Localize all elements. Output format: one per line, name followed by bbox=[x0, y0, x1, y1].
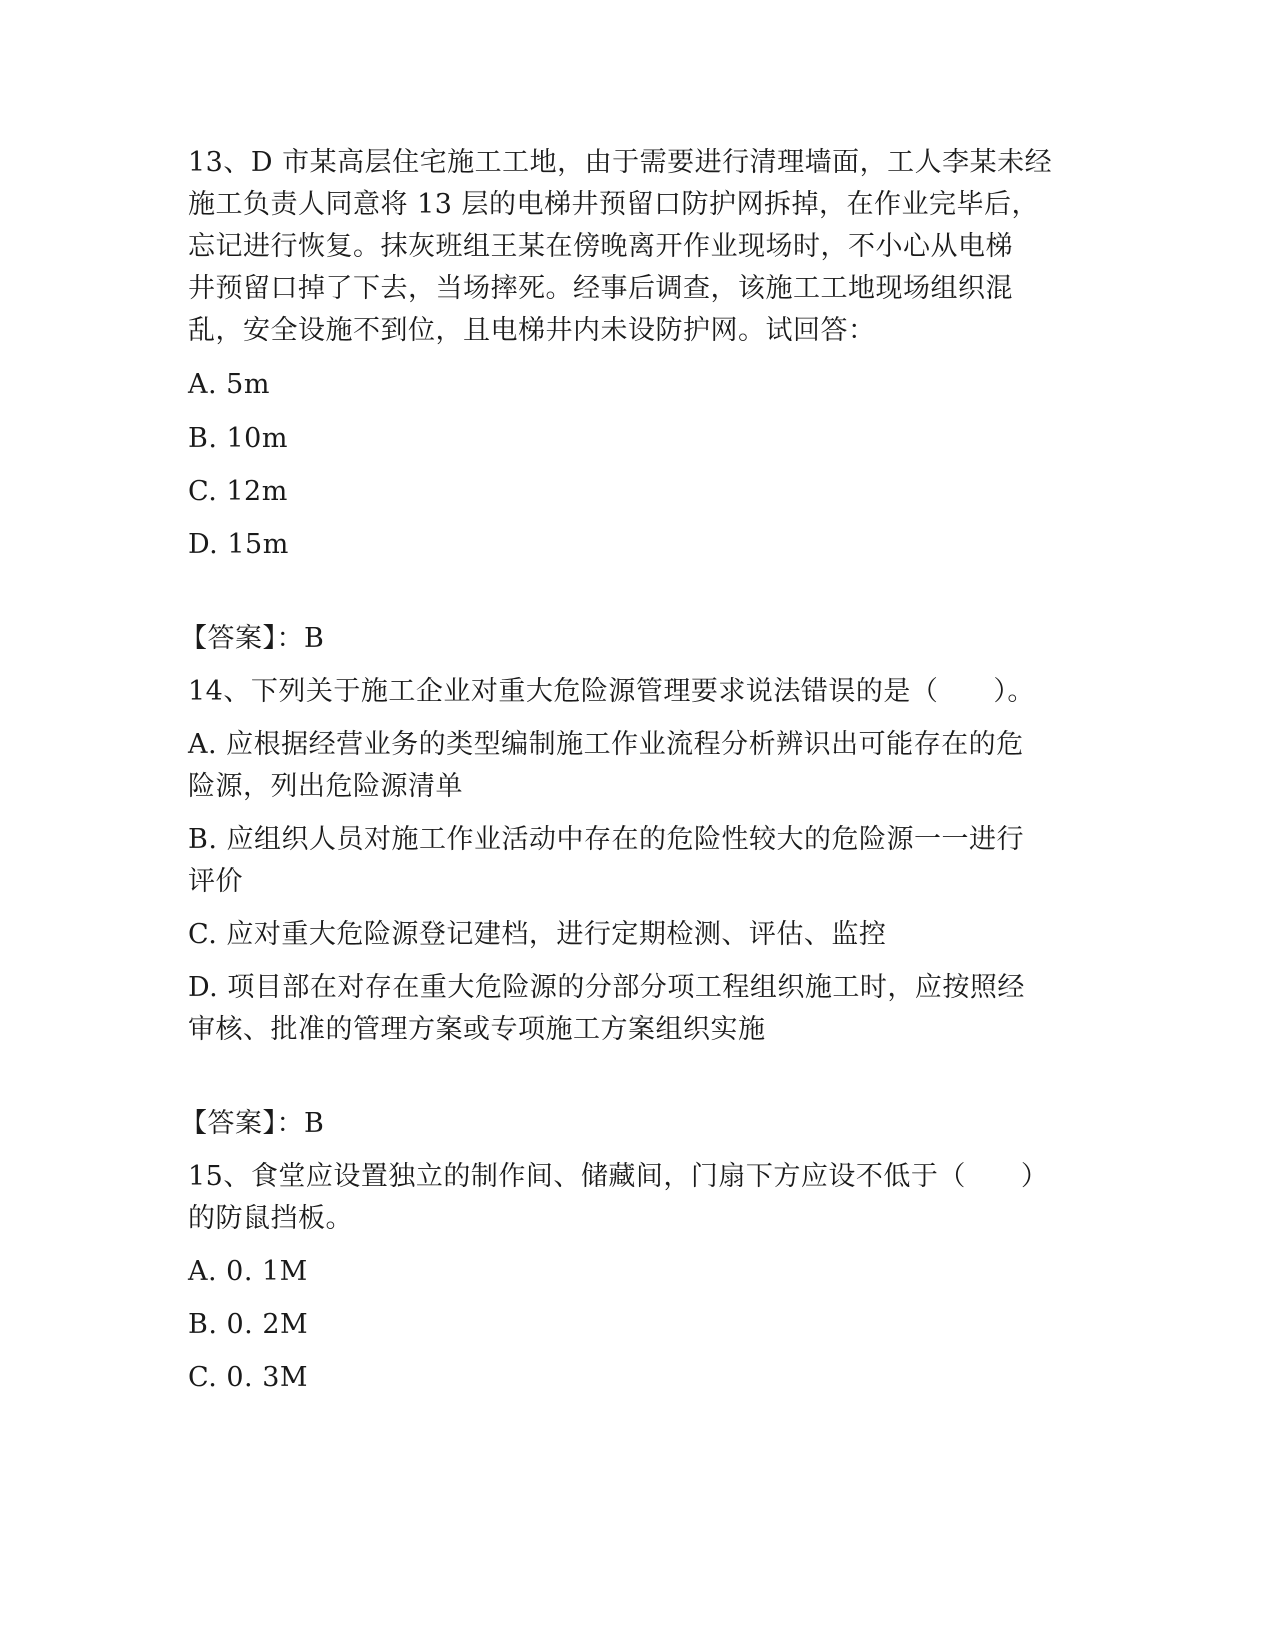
question-13-option-a: A. 5m bbox=[188, 369, 270, 400]
question-15-stem-line-1: 15、食堂应设置独立的制作间、储藏间，门扇下方应设不低于（ ） bbox=[188, 1161, 1049, 1192]
question-14-option-b-line-1: B. 应组织人员对施工作业活动中存在的危险性较大的危险源一一进行 bbox=[188, 824, 1025, 855]
question-13-stem-line-2: 施工负责人同意将 13 层的电梯井预留口防护网拆掉，在作业完毕后， bbox=[188, 189, 1040, 220]
question-15-stem-line-2: 的防鼠挡板。 bbox=[188, 1203, 353, 1234]
question-13-option-d: D. 15m bbox=[188, 529, 289, 560]
question-13-stem-line-5: 乱，安全设施不到位，且电梯井内未设防护网。试回答： bbox=[188, 315, 876, 346]
question-14-stem-line-1: 14、下列关于施工企业对重大危险源管理要求说法错误的是（ ）。 bbox=[188, 676, 1035, 707]
question-13-stem-line-4: 井预留口掉了下去，当场摔死。经事后调查，该施工工地现场组织混 bbox=[188, 273, 1013, 304]
question-14-option-a-line-1: A. 应根据经营业务的类型编制施工作业流程分析辨识出可能存在的危 bbox=[188, 729, 1024, 760]
question-14-option-d-line-1: D. 项目部在对存在重大危险源的分部分项工程组织施工时，应按照经 bbox=[188, 972, 1025, 1003]
question-13-option-c: C. 12m bbox=[188, 476, 288, 507]
question-15-option-c: C. 0. 3M bbox=[188, 1362, 309, 1393]
question-15-option-b: B. 0. 2M bbox=[188, 1309, 309, 1340]
question-14-option-a-line-2: 险源，列出危险源清单 bbox=[188, 771, 463, 802]
question-13-stem-line-1: 13、D 市某高层住宅施工工地，由于需要进行清理墙面，工人李某未经 bbox=[188, 147, 1053, 178]
question-13-option-b: B. 10m bbox=[188, 423, 288, 454]
question-14-option-d-line-2: 审核、批准的管理方案或专项施工方案组织实施 bbox=[188, 1014, 766, 1045]
question-13-answer: 【答案】：B bbox=[180, 623, 325, 654]
question-14-option-c: C. 应对重大危险源登记建档，进行定期检测、评估、监控 bbox=[188, 919, 887, 950]
question-14-answer: 【答案】：B bbox=[180, 1108, 325, 1139]
question-15-option-a: A. 0. 1M bbox=[188, 1256, 308, 1287]
question-14-option-b-line-2: 评价 bbox=[188, 866, 243, 897]
question-13-stem-line-3: 忘记进行恢复。抹灰班组王某在傍晚离开作业现场时，不小心从电梯 bbox=[188, 231, 1013, 262]
